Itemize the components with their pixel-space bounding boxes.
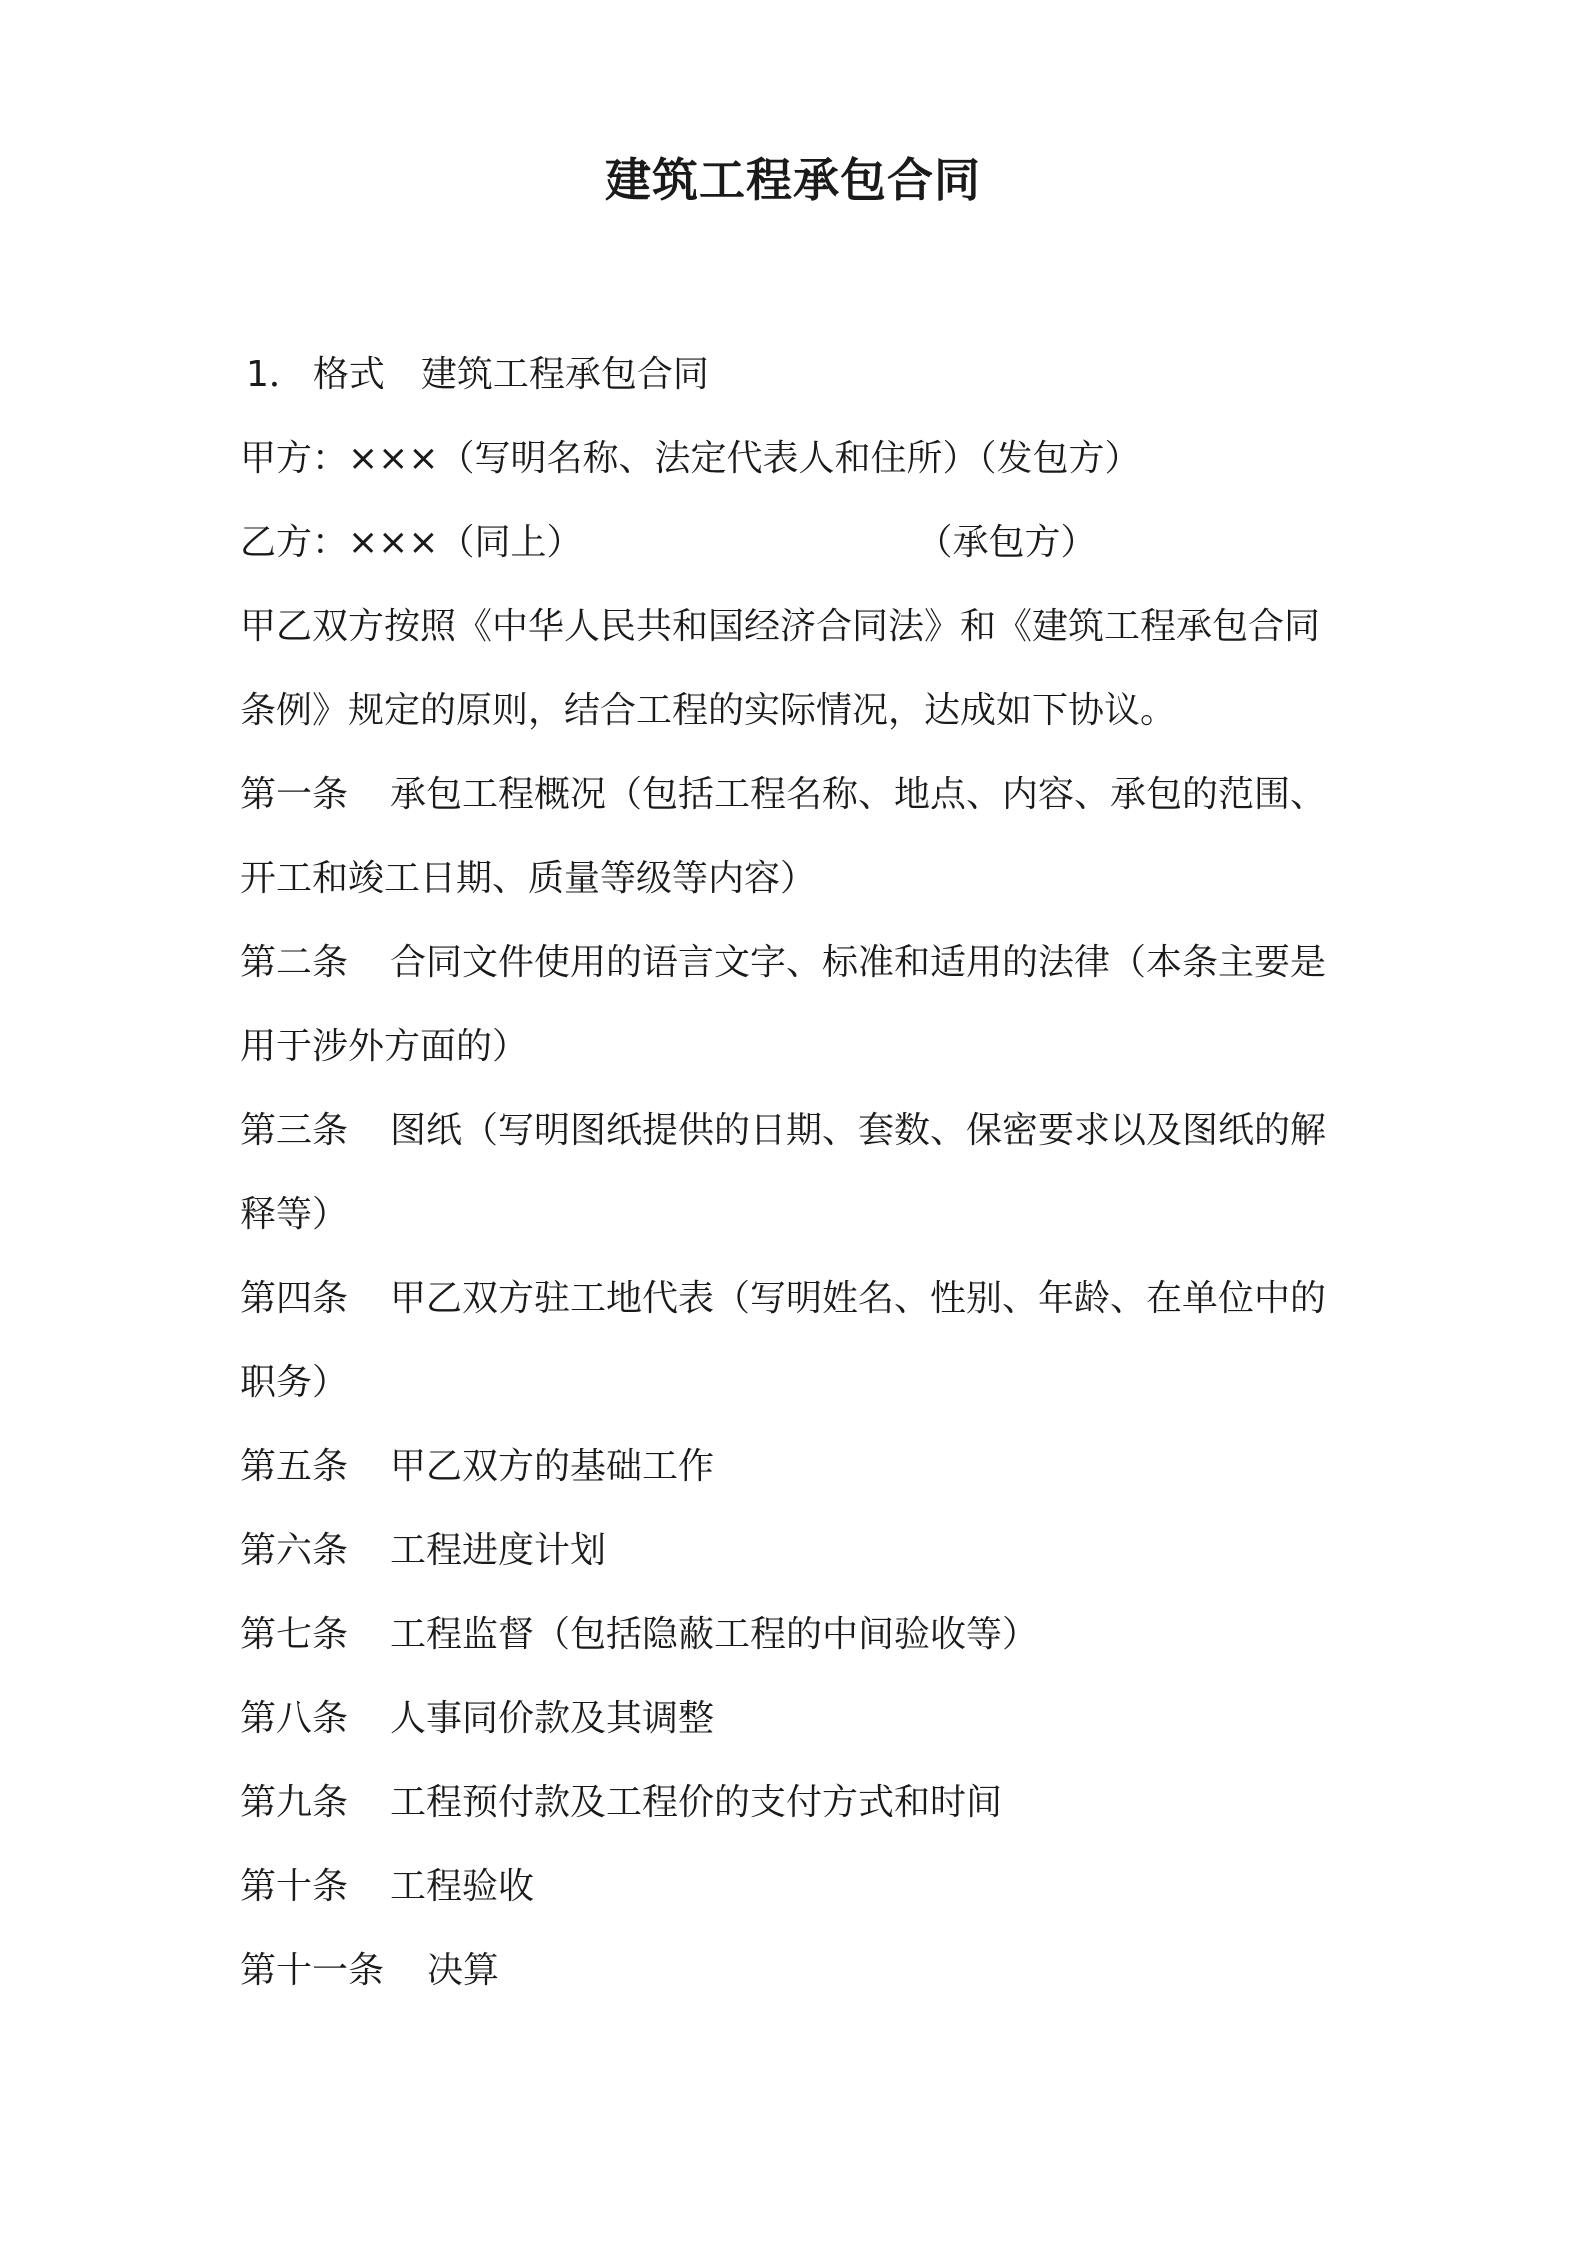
article-text: 甲乙双方的基础工作 (390, 1446, 715, 1487)
article-text: 合同文件使用的语言文字、标准和适用的法律（本条主要是 (390, 942, 1327, 983)
article-11 (240, 1929, 1380, 2013)
format-label: 格式 (312, 354, 385, 395)
article-text: 甲乙双方驻工地代表（写明姓名、性别、年龄、在单位中的 (390, 1278, 1327, 1319)
party-b-line (240, 501, 1380, 585)
party-b-text: 乙方：×××（同上） (240, 522, 583, 563)
article-label: 第九条 (240, 1782, 349, 1823)
article-3 (240, 1089, 1380, 1173)
format-value: 建筑工程承包合同 (420, 354, 709, 395)
article-1-continued: 开工和竣工日期、质量等级等内容） (240, 858, 817, 899)
article-label: 第十条 (240, 1866, 349, 1907)
preamble-line-1: 甲乙双方按照《中华人民共和国经济合同法》和《建筑工程承包合同 (240, 606, 1321, 647)
article-label: 第六条 (240, 1530, 349, 1571)
article-4-continued: 职务） (240, 1362, 349, 1403)
article-3-continued: 释等） (240, 1194, 349, 1235)
article-9 (240, 1761, 1380, 1845)
format-number: 1． (246, 354, 305, 395)
article-label: 第五条 (240, 1446, 349, 1487)
article-label: 第八条 (240, 1698, 349, 1739)
article-text: 工程验收 (390, 1866, 535, 1907)
article-text: 工程进度计划 (390, 1530, 607, 1571)
article-5 (240, 1425, 1380, 1509)
document-title: 建筑工程承包合同 (605, 153, 981, 207)
article-label: 第一条 (240, 774, 349, 815)
article-text: 图纸（写明图纸提供的日期、套数、保密要求以及图纸的解 (390, 1110, 1327, 1151)
party-a-line (240, 417, 1380, 501)
article-1 (240, 753, 1380, 837)
article-text: 承包工程概况（包括工程名称、地点、内容、承包的范围、 (390, 774, 1327, 815)
article-2-continued: 用于涉外方面的） (240, 1026, 529, 1067)
article-8 (240, 1677, 1380, 1761)
article-label: 第四条 (240, 1278, 349, 1319)
article-text: 工程预付款及工程价的支付方式和时间 (390, 1782, 1003, 1823)
party-a-text: 甲方：×××（写明名称、法定代表人和住所）（发包方） (240, 438, 1141, 479)
article-2 (240, 921, 1380, 1005)
article-7 (240, 1593, 1380, 1677)
format-line (240, 333, 1380, 417)
article-4 (240, 1257, 1380, 1341)
article-text: 决算 (427, 1950, 500, 1991)
article-6 (240, 1509, 1380, 1593)
article-text: 工程监督（包括隐蔽工程的中间验收等） (390, 1614, 1039, 1655)
article-label: 第三条 (240, 1110, 349, 1151)
party-b-role: （承包方） (916, 522, 1097, 563)
article-label: 第二条 (240, 942, 349, 983)
article-label: 第十一条 (240, 1950, 385, 1991)
document-body (240, 333, 1380, 2013)
article-10 (240, 1845, 1380, 1929)
preamble-line-2: 条例》规定的原则，结合工程的实际情况，达成如下协议。 (240, 690, 1177, 731)
article-label: 第七条 (240, 1614, 349, 1655)
article-text: 人事同价款及其调整 (390, 1698, 715, 1739)
